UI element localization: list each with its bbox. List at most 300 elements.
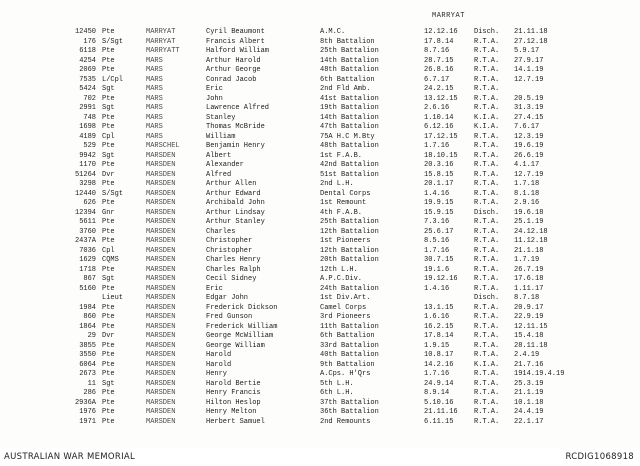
- fate-date: 1.11.17: [514, 284, 544, 293]
- surname: MARSDEN: [146, 199, 176, 207]
- fate: R.T.A.: [474, 332, 500, 340]
- rank: Pte: [102, 398, 115, 407]
- fate-date: 8.7.18: [514, 294, 540, 302]
- fate: R.T.A.: [474, 94, 500, 103]
- given-names: Halford William: [206, 47, 270, 55]
- surname: MARS: [146, 85, 163, 93]
- fate-date: 4.1.17: [514, 161, 540, 169]
- given-names: Albert: [206, 151, 232, 160]
- surname: MARSDEN: [146, 360, 176, 369]
- given-names: Christopher: [206, 237, 253, 245]
- fate: R.T.A.: [474, 227, 500, 236]
- service-number: 29: [87, 332, 96, 340]
- service-number: 860: [83, 313, 96, 321]
- enlistment-date: 13.12.15: [424, 94, 458, 103]
- roll-row: [0, 180, 640, 190]
- enlistment-date: 1.10.14: [424, 113, 454, 122]
- fate: R.T.A.: [474, 303, 500, 312]
- service-number: 529: [83, 142, 96, 150]
- enlistment-date: 17.12.15: [424, 132, 458, 141]
- enlistment-date: 12.12.16: [424, 28, 458, 36]
- rank: Pte: [102, 341, 115, 350]
- fate-date: 22.1.17: [514, 417, 544, 426]
- rank: Pte: [102, 313, 115, 321]
- enlistment-date: 1.7.16: [424, 370, 450, 378]
- enlistment-date: 7.3.16: [424, 218, 450, 226]
- enlistment-date: 25.6.17: [424, 227, 454, 236]
- fate-date: 21.1.19: [514, 389, 544, 397]
- service-number: 4189: [79, 132, 96, 141]
- given-names: Harold: [206, 360, 232, 369]
- unit: 20th Battalion: [320, 256, 379, 264]
- service-number: 2069: [79, 66, 96, 74]
- rank: Gnr: [102, 208, 115, 217]
- roll-row: [0, 199, 640, 209]
- given-names: Arthur Edward: [206, 189, 261, 198]
- given-names: Charles: [206, 227, 236, 236]
- given-names: Arthur Harold: [206, 56, 261, 65]
- enlistment-date: 18.10.15: [424, 151, 458, 160]
- unit: 36th Battalion: [320, 408, 379, 416]
- service-number: 3550: [79, 351, 96, 359]
- service-number: 4254: [79, 56, 96, 65]
- enlistment-date: 28.7.15: [424, 56, 454, 65]
- rank: Pte: [102, 28, 115, 36]
- surname: MARSDEN: [146, 237, 176, 245]
- unit: 37th Battalion: [320, 398, 379, 407]
- service-number: 51264: [74, 170, 96, 179]
- given-names: Harold: [206, 351, 232, 359]
- roll-row: [0, 313, 640, 323]
- fate-date: 26.7.19: [514, 265, 544, 274]
- roll-row: [0, 57, 640, 67]
- given-names: Harold Bertie: [206, 379, 261, 388]
- roll-row: [0, 114, 640, 124]
- given-names: Cecil Sidney: [206, 275, 257, 283]
- rank: Pte: [102, 66, 115, 74]
- surname-heading: MARRYAT: [432, 12, 465, 20]
- roll-row: [0, 323, 640, 333]
- fate-date: 21.7.16: [514, 360, 544, 369]
- surname: MARS: [146, 66, 163, 74]
- given-names: Lawrence Alfred: [206, 104, 270, 112]
- service-number: 1698: [79, 123, 96, 131]
- surname: MARS: [146, 113, 163, 122]
- roll-row: [0, 142, 640, 152]
- enlistment-date: 13.1.15: [424, 303, 454, 312]
- fate-date: 19.6.18: [514, 208, 544, 217]
- roll-row: [0, 123, 640, 133]
- service-number: 1864: [79, 322, 96, 331]
- rank: Sgt: [102, 379, 115, 388]
- fate: Disch.: [474, 28, 500, 36]
- fate-date: 15.4.18: [514, 332, 544, 340]
- rank: Pte: [102, 370, 115, 378]
- fate-date: 21.11.18: [514, 28, 548, 36]
- fate: R.T.A.: [474, 47, 500, 55]
- enlistment-date: 19.12.16: [424, 275, 458, 283]
- rank: Pte: [102, 265, 115, 274]
- surname: MARS: [146, 104, 163, 112]
- rank: Pte: [102, 113, 115, 122]
- fate: R.T.A.: [474, 142, 500, 150]
- unit: 51st Battalion: [320, 170, 379, 179]
- unit: 33rd Battalion: [320, 341, 379, 350]
- unit: 12th Battalion: [320, 227, 379, 236]
- fate-date: 11.12.18: [514, 237, 548, 245]
- unit: 1st Pioneers: [320, 237, 371, 245]
- service-number: 6064: [79, 360, 96, 369]
- enlistment-date: 17.8.14: [424, 332, 454, 340]
- service-number: 3298: [79, 180, 96, 188]
- surname: MARS: [146, 132, 163, 141]
- roll-row: [0, 266, 640, 276]
- given-names: Henry Melton: [206, 408, 257, 416]
- fate-date: 20.5.19: [514, 94, 544, 103]
- rank: S/Sgt: [102, 37, 124, 46]
- given-names: Cyril Beaumont: [206, 28, 265, 36]
- fate-date: 25.3.19: [514, 379, 544, 388]
- service-number: 2936A: [74, 398, 96, 407]
- surname: MARSDEN: [146, 170, 176, 179]
- given-names: Frederick William: [206, 322, 278, 331]
- surname: MARSDEN: [146, 161, 176, 169]
- given-names: Arthur Stanley: [206, 218, 265, 226]
- enlistment-date: 14.2.16: [424, 360, 454, 369]
- unit: 14th Battalion: [320, 56, 379, 65]
- rank: Pte: [102, 161, 115, 169]
- rank: Sgt: [102, 275, 115, 283]
- surname: MARSDEN: [146, 351, 176, 359]
- fate: R.T.A.: [474, 180, 500, 188]
- given-names: Stanley: [206, 113, 236, 122]
- service-number: 626: [83, 199, 96, 207]
- service-number: 5611: [79, 218, 96, 226]
- fate: R.T.A.: [474, 170, 500, 179]
- unit: A.Cps. H'Qrs: [320, 370, 371, 378]
- service-number: 286: [83, 389, 96, 397]
- rank: Sgt: [102, 151, 115, 160]
- roll-row: [0, 209, 640, 219]
- enlistment-date: 1.4.16: [424, 189, 450, 198]
- fate: R.T.A.: [474, 284, 500, 293]
- unit: 2nd Fld Amb.: [320, 85, 371, 93]
- fate-date: 1.7.19: [514, 256, 540, 264]
- surname: MARSDEN: [146, 322, 176, 331]
- service-number: 11: [87, 379, 96, 388]
- enlistment-date: 20.3.16: [424, 161, 454, 169]
- fate-date: 12.11.15: [514, 322, 548, 331]
- rank: Dvr: [102, 170, 115, 179]
- given-names: Conrad Jacob: [206, 75, 257, 84]
- surname: MARSDEN: [146, 227, 176, 236]
- service-number: 9942: [79, 151, 96, 160]
- roll-row: [0, 228, 640, 238]
- unit: 24th Battalion: [320, 284, 379, 293]
- rank: Pte: [102, 303, 115, 312]
- rank: Cpl: [102, 132, 115, 141]
- fate: R.T.A.: [474, 104, 500, 112]
- unit: 12th L.H.: [320, 265, 358, 274]
- given-names: Eric: [206, 85, 223, 93]
- enlistment-date: 16.2.15: [424, 322, 454, 331]
- unit: 1st Div.Art.: [320, 294, 371, 302]
- enlistment-date: 19.9.15: [424, 199, 454, 207]
- service-number: 7036: [79, 246, 96, 255]
- fate: R.T.A.: [474, 313, 500, 321]
- rank: Pte: [102, 408, 115, 416]
- given-names: George McWilliam: [206, 332, 274, 340]
- roll-row: [0, 47, 640, 57]
- given-names: Herbert Samuel: [206, 417, 265, 426]
- enlistment-date: 24.9.14: [424, 379, 454, 388]
- unit: 11th Battalion: [320, 322, 379, 331]
- roll-row: [0, 408, 640, 418]
- given-names: George William: [206, 341, 265, 350]
- unit: 14th Battalion: [320, 113, 379, 122]
- rank: Pte: [102, 47, 115, 55]
- fate: Disch.: [474, 294, 500, 302]
- unit: 25th Battalion: [320, 218, 379, 226]
- fate: R.T.A.: [474, 351, 500, 359]
- roll-row: [0, 161, 640, 171]
- surname: MARS: [146, 56, 163, 65]
- fate: R.T.A.: [474, 75, 500, 84]
- service-number: 2673: [79, 370, 96, 378]
- roll-row: [0, 399, 640, 409]
- roll-row: [0, 171, 640, 181]
- rank: Lieut: [102, 294, 124, 302]
- service-number: 12450: [74, 28, 96, 36]
- enlistment-date: 21.11.16: [424, 408, 458, 416]
- fate-date: 27.12.18: [514, 37, 548, 46]
- roll-row: [0, 66, 640, 76]
- fate-date: 26.6.19: [514, 151, 544, 160]
- given-names: John: [206, 94, 223, 103]
- fate-date: 25.1.19: [514, 218, 544, 226]
- given-names: Henry: [206, 370, 228, 378]
- surname: MARSDEN: [146, 313, 176, 321]
- surname: MARSDEN: [146, 246, 176, 255]
- roll-row: [0, 190, 640, 200]
- enlistment-date: 8.7.16: [424, 47, 450, 55]
- enlistment-date: 15.9.15: [424, 208, 454, 217]
- fate-date: 19.6.19: [514, 142, 544, 150]
- rank: Pte: [102, 123, 115, 131]
- given-names: Archibald John: [206, 199, 265, 207]
- fate: R.T.A.: [474, 85, 500, 93]
- fate-date: 20.9.17: [514, 303, 544, 312]
- surname: MARRYAT: [146, 28, 176, 36]
- enlistment-date: 1.9.15: [424, 341, 450, 350]
- fate: R.T.A.: [474, 417, 500, 426]
- fate: R.T.A.: [474, 189, 500, 198]
- fate: R.T.A.: [474, 132, 500, 141]
- unit: 19th Battalion: [320, 104, 379, 112]
- fate: R.T.A.: [474, 237, 500, 245]
- fate: R.T.A.: [474, 218, 500, 226]
- service-number: 1629: [79, 256, 96, 264]
- given-names: Frederick Dickson: [206, 303, 278, 312]
- service-number: 5424: [79, 85, 96, 93]
- unit: 75A H.C M.Bty: [320, 132, 375, 141]
- fate-date: 28.11.18: [514, 341, 548, 350]
- fate: R.T.A.: [474, 199, 500, 207]
- fate: K.I.A.: [474, 123, 500, 131]
- fate: K.I.A.: [474, 360, 500, 369]
- rank: L/Cpl: [102, 75, 124, 84]
- rank: Dvr: [102, 332, 115, 340]
- fate: R.T.A.: [474, 66, 500, 74]
- surname: MARSDEN: [146, 218, 176, 226]
- unit: 1st F.A.B.: [320, 151, 363, 160]
- rank: Pte: [102, 389, 115, 397]
- service-number: 2991: [79, 104, 96, 112]
- fate-date: 1.7.18: [514, 180, 540, 188]
- roll-row: [0, 85, 640, 95]
- service-number: 12394: [74, 208, 96, 217]
- roll-row: [0, 332, 640, 342]
- fate: R.T.A.: [474, 37, 500, 46]
- fate: R.T.A.: [474, 256, 500, 264]
- enlistment-date: 8.5.16: [424, 237, 450, 245]
- rank: Pte: [102, 142, 115, 150]
- roll-row: [0, 370, 640, 380]
- roll-row: [0, 285, 640, 295]
- given-names: Charles Ralph: [206, 265, 261, 274]
- surname: MARSDEN: [146, 341, 176, 350]
- unit: 5th L.H.: [320, 379, 354, 388]
- enlistment-date: 30.7.15: [424, 256, 454, 264]
- unit: A.M.C.: [320, 28, 346, 36]
- rank: Pte: [102, 227, 115, 236]
- roll-row: [0, 380, 640, 390]
- enlistment-date: 6.12.16: [424, 123, 454, 131]
- fate: R.T.A.: [474, 398, 500, 407]
- enlistment-date: 24.2.15: [424, 85, 454, 93]
- roll-row: [0, 351, 640, 361]
- roll-row: [0, 218, 640, 228]
- fate-date: 8.1.18: [514, 189, 540, 198]
- given-names: Hilton Heslop: [206, 398, 261, 407]
- rank: Pte: [102, 360, 115, 369]
- unit: 48th Battalion: [320, 66, 379, 74]
- fate-date: 17.6.18: [514, 275, 544, 283]
- unit: 6th L.H.: [320, 389, 354, 397]
- given-names: Benjamin Henry: [206, 142, 265, 150]
- unit: 9th Battalion: [320, 360, 375, 369]
- service-number: 748: [83, 113, 96, 122]
- fate-date: 27.4.15: [514, 113, 544, 122]
- given-names: William: [206, 132, 236, 141]
- unit: 1st Remount: [320, 199, 367, 207]
- surname: MARSCHEL: [146, 142, 180, 150]
- rank: Pte: [102, 322, 115, 331]
- service-number: 176: [83, 37, 96, 46]
- fate-date: 12.3.19: [514, 132, 544, 141]
- roll-row: [0, 38, 640, 48]
- enlistment-date: 1.4.16: [424, 284, 450, 293]
- given-names: Alexander: [206, 161, 244, 169]
- rank: S/Sgt: [102, 189, 124, 198]
- fate-date: 12.7.19: [514, 75, 544, 84]
- fate: Disch.: [474, 208, 500, 217]
- given-names: Arthur Allen: [206, 180, 257, 188]
- footer-bar: [0, 448, 640, 466]
- fate: R.T.A.: [474, 275, 500, 283]
- given-names: Arthur George: [206, 66, 261, 74]
- fate-date: 22.9.19: [514, 313, 544, 321]
- record-id: RCDIG1068918: [565, 452, 634, 462]
- unit: 4th F.A.B.: [320, 208, 363, 217]
- given-names: Alfred: [206, 170, 232, 179]
- fate: R.T.A.: [474, 389, 500, 397]
- service-number: 3760: [79, 227, 96, 236]
- rank: Pte: [102, 237, 115, 245]
- fate-date: 10.1.18: [514, 398, 544, 407]
- enlistment-date: 5.10.16: [424, 398, 454, 407]
- fate-date: 12.7.19: [514, 170, 544, 179]
- enlistment-date: 1.6.16: [424, 313, 450, 321]
- surname: MARSDEN: [146, 275, 176, 283]
- unit: 2nd Remounts: [320, 417, 371, 426]
- service-number: 3855: [79, 341, 96, 350]
- surname: MARSDEN: [146, 379, 176, 388]
- institution-label: AUSTRALIAN WAR MEMORIAL: [4, 452, 136, 462]
- unit: 25th Battalion: [320, 47, 379, 55]
- given-names: Henry Francis: [206, 389, 261, 397]
- surname: MARSDEN: [146, 332, 176, 340]
- roll-row: [0, 133, 640, 143]
- surname: MARSDEN: [146, 265, 176, 274]
- roll-row: [0, 104, 640, 114]
- fate-date: 1914.19.4.19: [514, 370, 565, 378]
- unit: 2nd L.H.: [320, 180, 354, 188]
- service-number: 1718: [79, 265, 96, 274]
- rank: Pte: [102, 218, 115, 226]
- fate: R.T.A.: [474, 341, 500, 350]
- unit: 6th Battalion: [320, 332, 375, 340]
- given-names: Arthur Lindsay: [206, 208, 265, 217]
- fate-date: 31.3.19: [514, 104, 544, 112]
- enlistment-date: 2.6.16: [424, 104, 450, 112]
- roll-row: [0, 247, 640, 257]
- fate-date: 24.4.19: [514, 408, 544, 416]
- enlistment-date: 19.1.6: [424, 265, 450, 274]
- surname: MARS: [146, 94, 163, 103]
- enlistment-date: 26.8.16: [424, 66, 454, 74]
- unit: 8th Battalion: [320, 37, 375, 46]
- fate-date: 7.6.17: [514, 123, 540, 131]
- surname: MARSDEN: [146, 294, 176, 302]
- rank: Pte: [102, 94, 115, 103]
- fate-date: 2.4.19: [514, 351, 540, 359]
- given-names: Christopher: [206, 246, 253, 255]
- fate-date: 21.1.18: [514, 246, 544, 255]
- unit: 42nd Battalion: [320, 161, 379, 169]
- unit: Camel Corps: [320, 303, 367, 312]
- given-names: Fred Gunson: [206, 313, 253, 321]
- service-number: 1984: [79, 303, 96, 312]
- surname: MARSDEN: [146, 370, 176, 378]
- unit: 41st Battalion: [320, 94, 379, 103]
- unit: 12th Battalion: [320, 246, 379, 255]
- roll-row: [0, 152, 640, 162]
- rank: CQMS: [102, 256, 119, 264]
- rank: Sgt: [102, 85, 115, 93]
- rank: Pte: [102, 417, 115, 426]
- enlistment-date: 20.1.17: [424, 180, 454, 188]
